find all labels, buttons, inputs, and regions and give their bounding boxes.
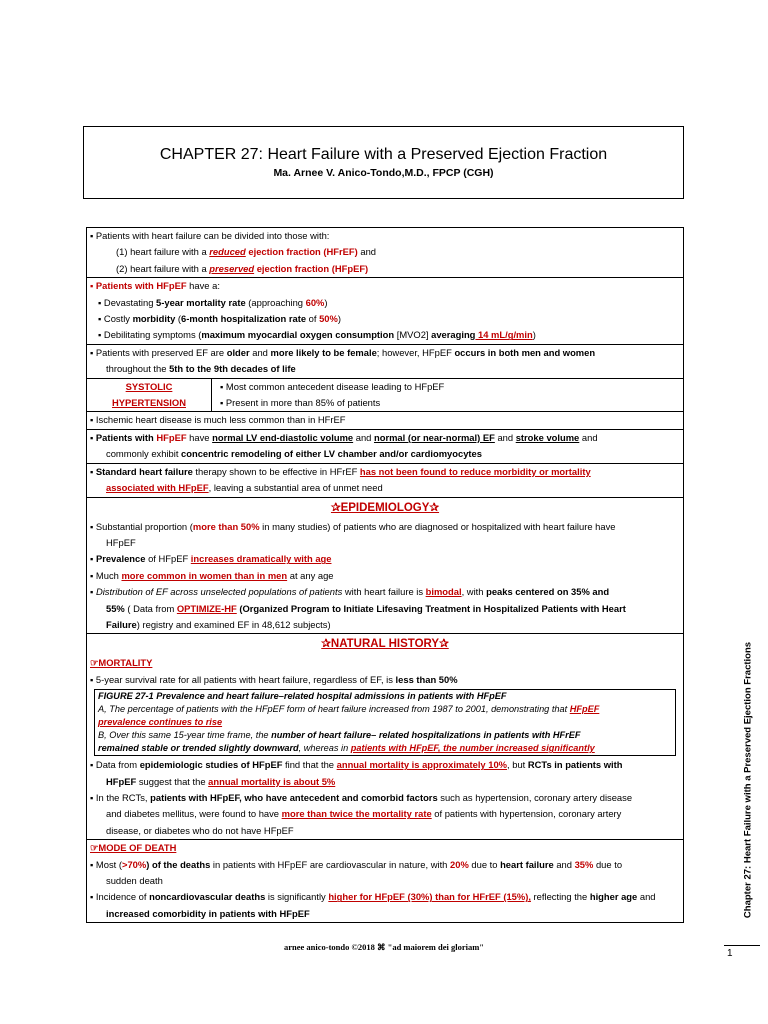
footer-signature: arnee anico-tondo ©2018 ⌘ "ad maiorem dei gloriam" <box>283 942 484 952</box>
section-natural-history: ✰NATURAL HISTORY✰ ☞MORTALITY ▪ 5-year survival rate for all patients with heart failure, regardless of EF, is less than 50% FIGURE 27-1 Prevalence and heart failure–related hospital admissions in patients with HFpEF A, The percentage of patients with the HFpEF form of heart failure increased from 1987 to 2001, demonstrating that HFpEF prevalence continues to rise B, Over this same 15-year time frame, the number of heart failure– related hospitalizations in patients with HFrEF remained stable or trended slightly downward, whereas in patients with HFpEF, the number increased significantly ▪ Data from epidemiologic studies of HFpEF find that the annual mortality is approximately 10%, but RCTs in patients with HFpEF suggest that the annual mortality is about 5% ▪ In the RCTs, patients with HFpEF, who have antecedent and comorbid factors such as hypertension, coronary artery disease and diabetes mellitus, were found to have more than twice the mortality rate of patients with hypertension, coronary artery disease, or diabetes who do not have HFpEF <box>87 634 683 840</box>
side-chapter-label: Chapter 27: Heart Failure with a Preserved Ejection Fractions <box>742 641 754 919</box>
section-ischemic: ▪ Ischemic heart disease is much less common than in HFrEF <box>87 412 683 429</box>
mortality-subheading: ☞MORTALITY <box>90 657 153 669</box>
chapter-title: CHAPTER 27: Heart Failure with a Preserved Ejection Fraction <box>159 146 608 163</box>
figure-caption-box: FIGURE 27-1 Prevalence and heart failure–related hospital admissions in patients with HFpEF A, The percentage of patients with the HFpEF form of heart failure increased from 1987 to 2001, demonstrating that HFpEF prevalence continues to rise B, Over this same 15-year time frame, the number of heart failure– related hospitalizations in patients with HFrEF remained stable or trended slightly downward, whereas in patients with HFpEF, the number increased significantly <box>94 689 676 756</box>
epidemiology-heading: ✰EPIDEMIOLOGY✰ <box>330 501 440 514</box>
mode-of-death-subheading: ☞MODE OF DEATH <box>90 842 177 854</box>
chapter-author: Ma. Arnee V. Anico-Tondo,M.D., FPCP (CGH) <box>273 167 494 179</box>
section-therapy: ▪ Standard heart failure therapy shown to be effective in HFrEF has not been found to reduce morbidity or mortality associated with HFpEF, leaving a substantial area of unmet need <box>87 464 683 498</box>
natural-history-heading: ✰NATURAL HISTORY✰ <box>321 638 449 651</box>
section-demographics: ▪ Patients with preserved EF are older and more likely to be female; however, HFpEF occurs in both men and women throughout the 5th to the 9th decades of life <box>87 345 683 379</box>
section-systolic-hypertension: SYSTOLIC HYPERTENSION ▪ Most common antecedent disease leading to HFpEF ▪ Present in more than 85% of patients <box>87 379 683 413</box>
section-hfpef-burden: ▪ Patients with HFpEF have a: ▪ Devastating 5-year mortality rate (approaching 60%) ▪ Costly morbidity (6-month hospitalization rate of 50%) ▪ Debilitating symptoms (maximum myocardial oxygen consumption [MVO2] averaging 14 mL/g/min) <box>87 278 683 345</box>
section-epidemiology: ✰EPIDEMIOLOGY✰ ▪ Substantial proportion (more than 50% in many studies) of patients who are diagnosed or hospitalized with heart failure have HFpEF ▪ Prevalence of HFpEF increases dramatically with age ▪ Much more common in women than in men at any age ▪ Distribution of EF across unselected populations of patients with heart failure is bimodal, with peaks centered on 35% and 55% ( Data from OPTIMIZE-HF (Organized Program to Initiate Lifesaving Treatment in Hospitalized Patients with Heart Failure) registry and examined EF in 48,612 subjects) <box>87 498 683 635</box>
section-mode-of-death: ☞MODE OF DEATH ▪ Most (>70%) of the deaths in patients with HFpEF are cardiovascular in nature, with 20% due to heart failure and 35% due to sudden death ▪ Incidence of noncardiovascular deaths is significantly higher for HFpEF (30%) than for HFrEF (15%), reflecting the higher age and increased comorbidity in patients with HFpEF <box>87 840 683 922</box>
page-number: 1 <box>727 948 733 959</box>
section-classification: ▪ Patients with heart failure can be divided into those with: (1) heart failure with a reduced ejection fraction (HFrEF) and (2) heart failure with a preserved ejection fraction (HFpEF) <box>87 228 683 278</box>
section-lv-volume: ▪ Patients with HFpEF have normal LV end-diastolic volume and normal (or near-normal) EF and stroke volume and commonly exhibit concentric remodeling of either LV chamber and/or cardiomyocytes <box>87 430 683 464</box>
notes-table <box>86 227 684 923</box>
chapter-header <box>83 126 684 199</box>
